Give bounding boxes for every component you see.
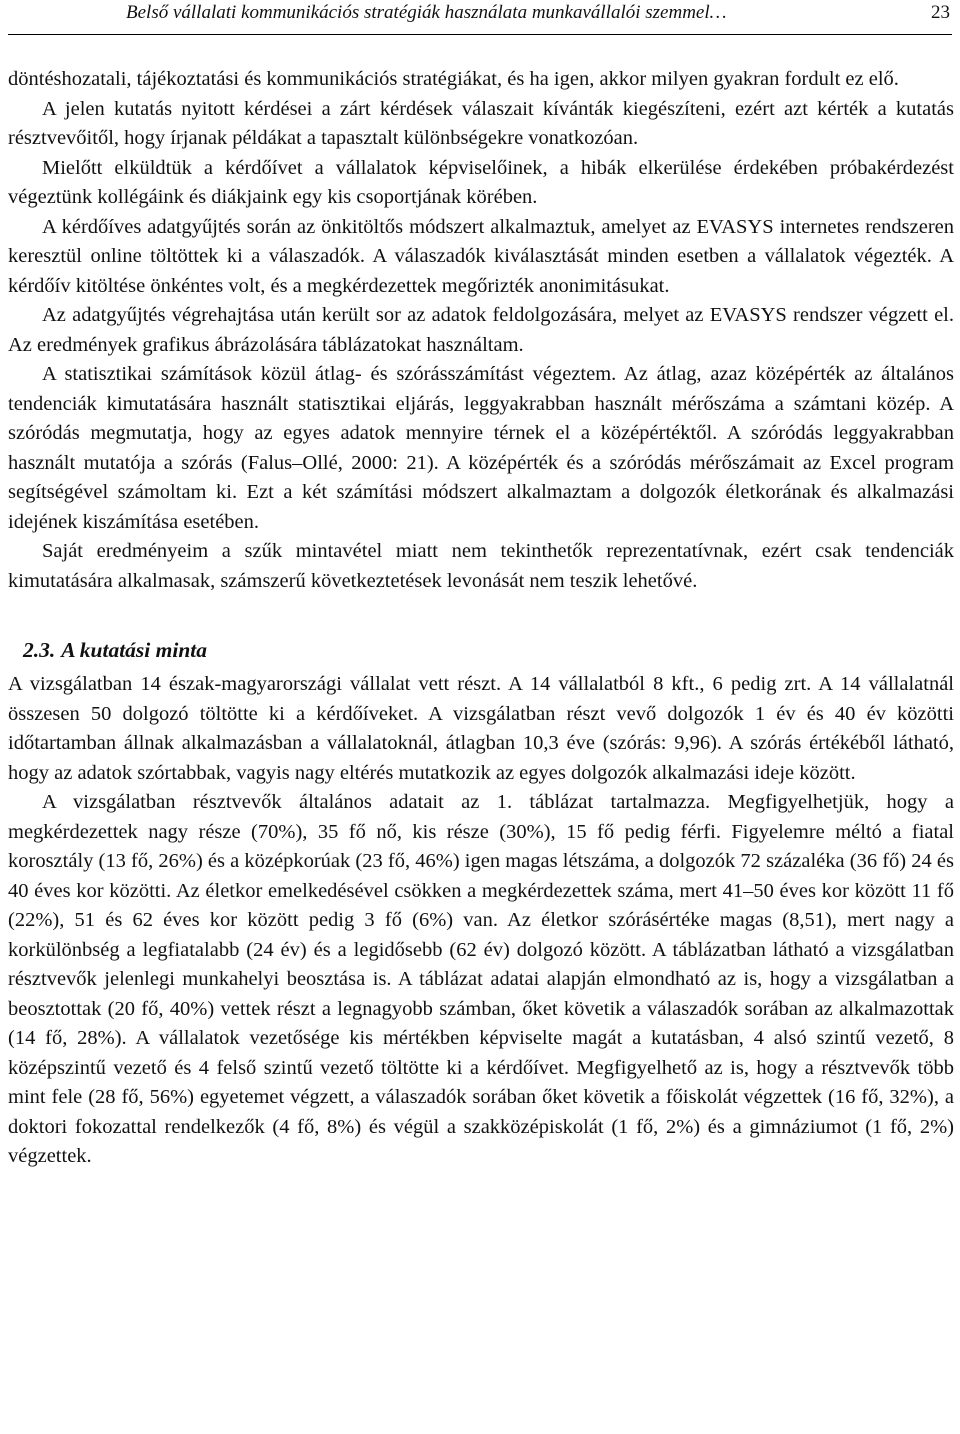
header-title: Belső vállalati kommunikációs stratégiák használata munkavállalói szemmel… xyxy=(126,2,727,23)
paragraph: A kérdőíves adatgyűjtés során az önkitöltős módszert alkalmaztuk, amelyet az EVASYS internetes rendszeren keresztül online töltöttek ki a válaszadók. A válaszadók kiválasztását minden esetben a vállalatok végezték. A kérdőív kitöltése önkéntes volt, és a megkérdezettek megőrizték anonimitásukat. xyxy=(8,215,954,297)
running-header xyxy=(8,0,952,35)
paragraph: Saját eredményeim a szűk mintavétel miatt nem tekinthetők reprezentatívnak, ezért csak tendenciák kimutatására alkalmasak, számszerű következtetések levonását nem teszik lehetővé. xyxy=(8,540,954,592)
paragraph: A vizsgálatban résztvevők általános adatait az 1. táblázat tartalmazza. Megfigyelhetjük, hogy a megkérdezettek nagy része (70%), 35 fő nő, kis része (30%), 15 fő pedig férfi. Figyelemre méltó a fiatal korosztály (13 fő, 26%) és a középkorúak (23 fő, 46%) igen magas létszáma, a dolgozók 72 százaléka (36 fő) 24 és 40 éves kor közötti. Az életkor emelkedésével csökken a megkérdezettek száma, mert 41–50 éves kor között 11 fő (22%), 51 és 62 éves kor között pedig 3 fő (6%) van. Az életkor szórásértéke magas (8,51), mert nagy a korkülönbség a legfiatalabb (24 év) és a legidősebb (62 év) dolgozó között. A táblázatban látható a vizsgálatban résztvevők jelenlegi munkahelyi beosztása is. A táblázat adatai alapján elmondható az is, hogy a vizsgálatban a beosztottak (20 fő, 40%) vettek részt a legnagyobb számban, őket követik a válaszadók sorában az alkalmazottak (14 fő, 28%). A vállalatok vezetősége kis mértékben képviselte magát a kutatásban, 4 alsó szintű vezető, 8 középszintű vezető és 4 felső szintű vezető töltötte ki a kérdőívet. Megfigyelhető az is, hogy a résztvevők több mint fele (28 fő, 56%) egyetemet végzett, a válaszadók sorában őket követik a főiskolát végzettek (16 fő, 32%), a doktori fokozattal rendelkezők (4 fő, 8%) és végül a szakközépiskolát (1 fő, 2%) és a gimnáziumot (1 fő, 2%) végzettek. xyxy=(8,791,954,1167)
section-number: 2.3. xyxy=(23,638,56,662)
paragraph: A vizsgálatban 14 észak-magyarországi vállalat vett részt. A 14 vállalatból 8 kft., 6 pedig zrt. A 14 vállalatnál összesen 50 dolgozó töltötte ki a kérdőíveket. A vizsgálatban részt vevő dolgozók 1 év és 40 év közötti időtartamban állnak alkalmazásban a vállalatoknál, átlagban 10,3 éve (szórás: 9,96). A szórás értékéből látható, hogy az adatok szórtabbak, vagyis nagy eltérés mutatkozik az egyes dolgozók alkalmazási ideje között. xyxy=(8,673,954,784)
section-heading xyxy=(23,636,954,665)
paragraph: Az adatgyűjtés végrehajtása után került sor az adatok feldolgozására, melyet az EVASYS rendszer végzett el. Az eredmények grafikus ábrázolására táblázatokat használtam. xyxy=(8,304,954,356)
paragraph: döntéshozatali, tájékoztatási és kommunikációs stratégiákat, és ha igen, akkor milyen gyakran fordult ez elő. xyxy=(8,68,899,90)
page-number: 23 xyxy=(931,2,950,23)
section-title: A kutatási minta xyxy=(61,638,208,662)
body-text xyxy=(8,65,954,1172)
paragraph: A statisztikai számítások közül átlag- és szórásszámítást végeztem. Az átlag, azaz középérték az általános tendenciák kimutatására használt statisztikai eljárás, leggyakrabban használt mérőszáma a számtani közép. A szóródás megmutatja, hogy az egyes adatok mennyire térnek el a középértéktől. A szóródás leggyakrabban használt mutatója a szórás (Falus–Ollé, 2000: 21). A középérték és a szóródás mérőszámait az Excel program segítségével számoltam ki. Ezt a két számítási módszert alkalmaztam a dolgozók életkorának és alkalmazási idejének kiszámítása esetében. xyxy=(8,363,954,533)
paragraph: Mielőtt elküldtük a kérdőívet a vállalatok képviselőinek, a hibák elkerülése érdekében próbakérdezést végeztünk kollégáink és diákjaink egy kis csoportjának körében. xyxy=(8,156,954,208)
paragraph: A jelen kutatás nyitott kérdései a zárt kérdések válaszait kívánták kiegészíteni, ezért azt kérték a kutatás résztvevőitől, hogy írjanak példákat a tapasztalt különbségekre vonatkozóan. xyxy=(8,97,954,149)
